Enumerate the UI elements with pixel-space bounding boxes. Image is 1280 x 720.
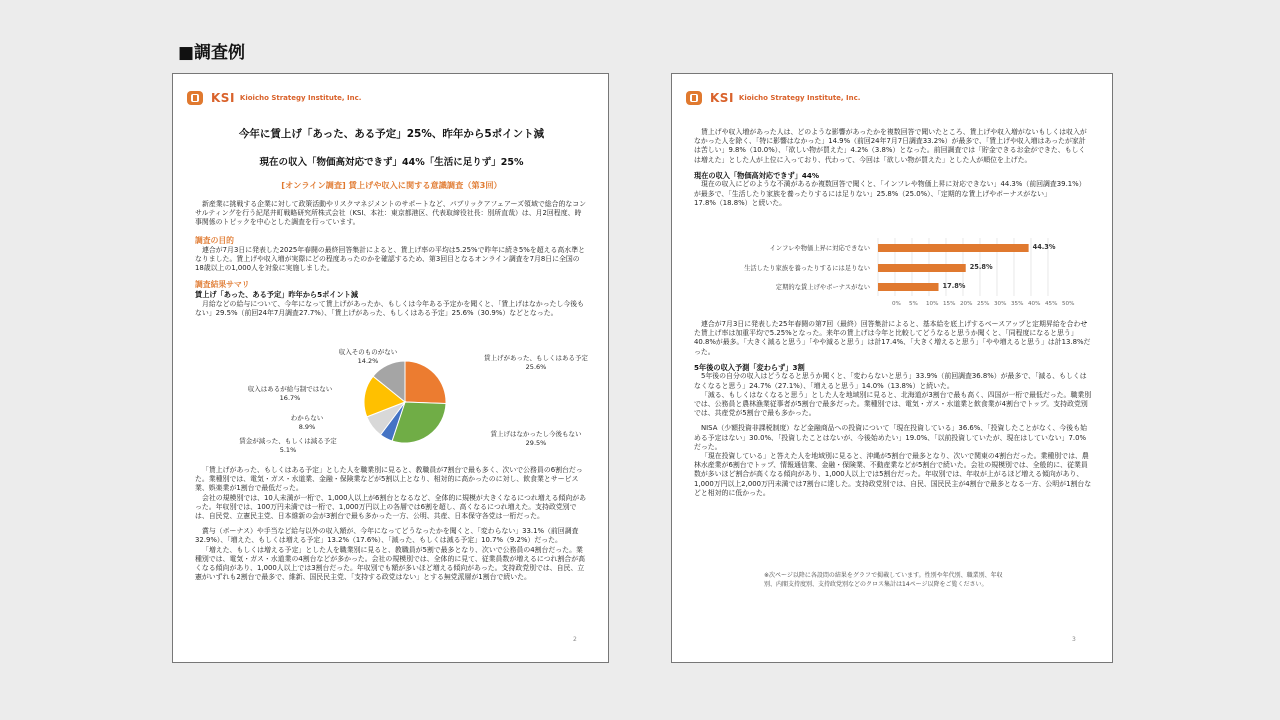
heading-five-years: 5年後の収入予測「変わらず」3割 — [694, 362, 805, 372]
bar-value-1: 25.8% — [969, 263, 993, 271]
bar-0 — [878, 244, 1029, 252]
paragraph-6: NISA（少額投資非課税制度）など金融商品への投資について「現在投資している」36.6%、「投資したことがなく、今後も始める予定はない」30.0%、「投資したことはないが、今後始めたい」19.0%、「以前投資していたが、現在はしていない」7.0%だった。 — [694, 424, 1087, 451]
bar-tick-4: 20% — [960, 301, 973, 307]
bar-chart — [692, 238, 1092, 316]
pie-label-5: 収入そのものがない 14.2% — [338, 348, 398, 365]
paragraph-7: 「現在投資している」と答えた人を地域別に見ると、沖縄が5割台で最多となり、次いで関東の4割台だった。業種別では、農林水産業が6割台でトップ、情報通信業、金融・保険業、不動産業などが5割台で続いた。会社の規模別では、全般的に、従業員数が多いほど割合が高くなる傾向があり、1,000人以上では5割台だった。年収別では、年収が上がるほど増える傾向があり、1,000万円以上2,000万円未満では7割台に達した。支持政党別では、自民、国民民主が4割台で最多となる一方、公明が1割台などと相対的に低かった。 — [694, 451, 1092, 497]
pie-label-4: 収入はあるが給与制ではない 16.7% — [247, 385, 333, 402]
bar-tick-2: 10% — [926, 301, 939, 307]
document-subtitle: 現在の収入「物価高対応できず」44%「生活に足りず」25% — [259, 157, 524, 168]
bar-tick-7: 35% — [1011, 301, 1024, 307]
intro-paragraph: 新産業に挑戦する企業に対して政策活動やリスクマネジメントのサポートなど、パブリックアフェアーズ領域で総合的なコンサルティングを行う紀尾井町戦略研究所株式会社（KSI、本社：東京都港区、代表取締役社長：別所直哉）は、月2回程度、時事関係のトピックを中心とした調査を行っています。 — [195, 200, 587, 227]
logo-ksi-text: KSI — [710, 91, 734, 105]
bar-tick-8: 40% — [1028, 301, 1041, 307]
bar-value-0: 44.3% — [1032, 243, 1056, 251]
paragraph-3: 連合が7月3日に発表した25年春闘の第7回（最終）回答集計によると、基本給を底上げするベースアップと定期昇給を合わせた賃上げ率は加重平均で5.25%となった。来年の賃上げは今年と比較してどうなると思うか聞くと、「同程度になると思う」40.8%が最多。「大きく減ると思う」「やや減ると思う」は計17.4%、「大きく増えると思う」「やや増えると思う」は計13.8%だった。 — [694, 320, 1091, 356]
bar-tick-3: 15% — [943, 301, 956, 307]
bar-value-2: 17.8% — [942, 282, 966, 290]
pie-chart — [233, 342, 588, 460]
paragraph-4: 「増えた、もしくは増える予定」とした人を職業別に見ると、教職員が5割で最多となり、次いで公務員の4割台だった。業種別では、電気・ガス・水道業の4割台などが多かった。会社の規模別では、全体的に見て、従業員数が増えるにつれ割合が高くなる傾向があり、1,000人以上では3割台だった。年収別でも額が多いほど増える傾向があった。支持政党別では、自民、立憲がいずれも2割台で最多で、維新、国民民主党、「支持する政党はない」とする無党派層が1割台で続いた。 — [195, 545, 585, 582]
slide-title: ■調査例 — [178, 43, 246, 63]
logo-institute-name: Kioicho Strategy Institute, Inc. — [738, 94, 861, 102]
logo-ksi-text: KSI — [211, 91, 235, 105]
bar-2 — [878, 283, 939, 291]
pie-label-3: わからない 8.9% — [290, 414, 324, 431]
paragraph-2: 会社の規模別では、10人未満が一桁で、1,000人以上が6割台となるなど、全体的に規模が大きくなるにつれ増える傾向があった。年収別では、100万円未満では一桁で、1,000万円以上の各層では6割を超し、高くなるにつれ増えた。支持政党別では、自民党、立憲民主党、日本維新の会が3割台で最も多かった一方、公明、共産、日本保守各党は一桁だった。 — [195, 493, 587, 521]
pie-label-0: 賃上げがあった、もしくはある予定 25.6% — [484, 354, 588, 371]
bar-tick-0: 0% — [892, 301, 901, 307]
bar-label-2: 定期的な賃上げやボーナスがない — [775, 284, 870, 291]
summary-heading: 調査結果サマリ — [195, 280, 250, 290]
page-number: 2 — [573, 636, 577, 643]
pie-label-2: 賃金が減った、もしくは減る予定 5.1% — [239, 437, 337, 454]
paragraph-1: 「賃上げがあった、もしくはある予定」とした人を職業別に見ると、教職員が7割台で最も多く、次いで公務員の6割台だった。業種別では、電気・ガス・水道業、金融・保険業などが5割以上となり、相対的に高かったのに対し、飲食業とサービス業、娯楽業が1割台で最低だった。 — [195, 466, 583, 493]
bar-tick-10: 50% — [1062, 301, 1075, 307]
ksi-logo-icon — [187, 90, 207, 106]
paragraph-3: 賞与（ボーナス）や手当など給与以外の収入額が、今年になってどうなったかを聞くと、「変わらない」33.1%（前回調査32.9%）、「増えた、もしくは増える予定」13.2%（17.6%）、「減った、もしくは減る予定」10.7%（9.2%）だった。 — [195, 527, 579, 545]
purpose-heading: 調査の目的 — [195, 235, 234, 245]
bar-1 — [878, 264, 966, 272]
heading-income: 現在の収入「物価高対応できず」44% — [694, 170, 820, 180]
document-page-2 — [172, 73, 609, 663]
logo-institute-name: Kioicho Strategy Institute, Inc. — [239, 94, 362, 102]
survey-title: [オンライン調査] 賃上げや収入に関する意識調査（第3回） — [281, 180, 502, 190]
pie-label-1: 賃上げはなかったし今後もない 29.5% — [490, 430, 582, 447]
bar-tick-9: 45% — [1045, 301, 1058, 307]
pie-slice-0 — [405, 361, 446, 404]
paragraph-1: 賃上げや収入増があった人は、どのような影響があったかを複数回答で聞いたところ、賃上げや収入増がないもしくは収入がなかった人を除く、「特に影響はなかった」14.9%（前回24年7月7日調査33.2%）が最多で、「賃上げや収入増はあったが家計は苦しい」9.8%（10.0%）、「欲しい物が買えた」4.2%（3.8%）となった。前回調査では「貯金できるお金ができた、もしくは増えた」とした人が上位に入っており、代わって、今回は「欲しい物が買えた」とした人が順位を上げた。 — [694, 128, 1087, 164]
paragraph-4: 5年後の自分の収入はどうなると思うか聞くと、「変わらないと思う」33.9%（前回調査36.8%）が最多で、「減る、もしくはなくなると思う」24.7%（27.1%）、「増えると思う」14.0%（13.8%）と続いた。 — [694, 372, 1087, 390]
paragraph-2: 現在の収入にどのような不満があるか複数回答で聞くと、「インフレや物価上昇に対応できない」44.3%（前回調査39.1%）が最多で、「生活したり家族を養ったりするには足りない」25.8%（25.0%）、「定期的な賃上げやボーナスがない」17.8%（18.8%）と続いた。 — [694, 180, 1086, 207]
ksi-logo-icon — [686, 90, 706, 106]
bar-tick-6: 30% — [994, 301, 1007, 307]
ksi-logo — [686, 90, 860, 106]
bar-label-1: 生活したり家族を養ったりするには足りない — [744, 265, 870, 272]
document-page-3 — [671, 73, 1113, 663]
bar-label-0: インフレや物価上昇に対応できない — [769, 245, 870, 252]
purpose-paragraph: 連合が7月3日に発表した2025年春闘の最終回答集計によると、賃上げ率の平均は5.25%で昨年に続き5%を超える高水準となりました。賃上げや収入増が実際にどの程度あったのかを確認するため、第3回目となるオンライン調査を7月8日に全国の18歳以上の1,000人を対象に実施しました。 — [195, 245, 585, 273]
ksi-logo — [187, 90, 361, 106]
paragraph-5: 「減る、もしくはなくなると思う」とした人を地域別に見ると、北海道が3割台で最も高く、四国が一桁で最低だった。職業別では、公務員と農林漁業従事者が5割台で最多だった。業種別では、電気・ガス・水道業と飲食業が4割台でトップ。支持政党別では、共産党が5割台で最も多かった。 — [694, 390, 1092, 418]
bar-tick-5: 25% — [977, 301, 990, 307]
summary-paragraph: 月給などの給与について、今年になって賃上げがあったか、もしくは今年ある予定かを聞くと、「賃上げはなかったし今後もない」29.5%（前回24年7月調査27.7%）、「賃上げがあった、もしくはある予定」25.6%（30.9%）などとなった。 — [195, 299, 585, 317]
bar-tick-1: 5% — [909, 301, 918, 307]
footnote: ※次ページ以降に各設問の結果をグラフで掲載しています。性別や年代別、職業別、年収別、内閣支持度別、支持政党別などのクロス集計は14ページ以降をご覧ください。 — [764, 572, 1003, 588]
page-number: 3 — [1072, 636, 1076, 643]
document-title: 今年に賃上げ「あった、ある予定」25%、昨年から5ポイント減 — [238, 128, 545, 140]
summary-subheading: 賃上げ「あった、ある予定」昨年から5ポイント減 — [195, 290, 359, 300]
